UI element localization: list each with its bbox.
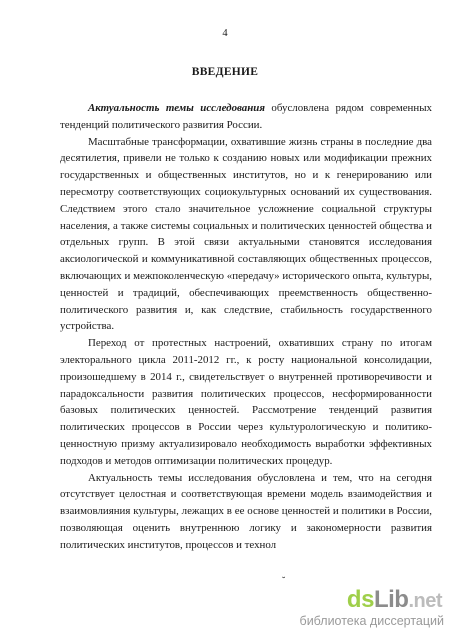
paragraph-3-text: Переход от протестных настроений, охвативших страну по итогам электорального цикла 2011-2012 гг., к росту национальной консолидации, произошедшему в 2014 г., свидетельствует о внутренней противоречивости и парадоксальности развития политических процессов, несформированности базовых политических ценностей. Рассмотрение тенденций развития политических процессов в России через культурологическую и политико-ценностную призму актуализировало необходимость выработки эффективных подходов и методов оптимизации политических процедур. [60,337,432,467]
paragraph-4-text: Актуальность темы исследования обусловлена и тем, что на сегодня отсутствует целостная и соответствующая времени модель взаимодействия и взаимовлияния культуры, лежащих в ее основе ценностей и политики в России, позволяющая оценить внутреннюю логику и закономерности развития политических институтов, процессов и технол [60,471,432,551]
paragraph-1-text: обусловлена рядом современных тенденций политического развития России. [60,102,432,131]
body-text [60,100,432,554]
logo-lib: Lib [373,586,409,613]
paragraph-1 [60,100,432,134]
logo-net: .net [408,590,442,612]
relevance-lead: Актуальность темы исследования [88,102,265,114]
stray-mark: ˘ [282,576,286,587]
watermark [299,586,448,633]
watermark-logo [347,587,442,614]
page-number: 4 [222,28,228,39]
paragraph-4 [60,470,432,554]
paragraph-3 [60,335,432,469]
paragraph-2-text: Масштабные трансформации, охватившие жизнь страны в последние два десятилетия, привели не только к созданию новых или модификации прежних государственных и общественных институтов, но и к генерированию или пересмотру соответствующих социокультурных оснований их существования. Следствием этого стало значительное усложнение социальной структуры населения, а также системы социальных и политических ценностей общества и отдельных групп. В этой связи актуальными становятся исследования аксиологической и коммуникативной составляющих общественных процессов, включающих и межпоколенческую «передачу» исторического опыта, культуры, ценностей и традиций, обеспечивающих преемственность общественно-политического развития и, как следствие, стабильность государственного устройства. [60,135,432,333]
watermark-caption: библиотека диссертаций [299,614,444,628]
logo-ds: ds [346,586,374,613]
section-heading: ВВЕДЕНИЕ [191,66,259,78]
paragraph-2 [60,134,432,336]
